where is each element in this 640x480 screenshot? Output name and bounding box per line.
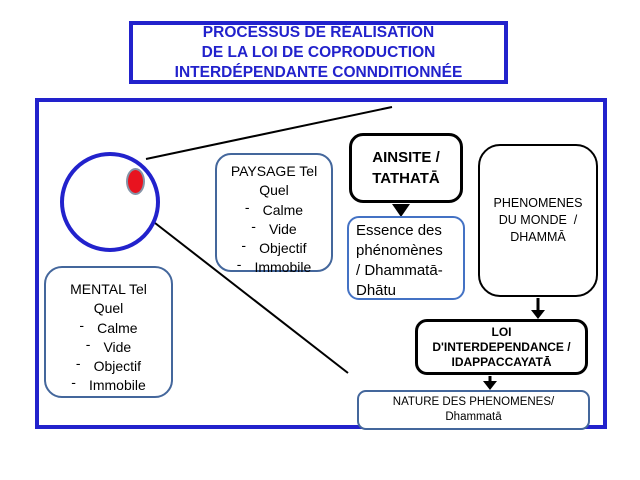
nature-box (357, 390, 590, 430)
paysage-list (217, 201, 331, 277)
phenomenes-line-1: PHENOMENES (493, 196, 583, 210)
list-dash: - (71, 374, 76, 390)
list-item (46, 338, 171, 357)
mental-heading-2: Quel (93, 300, 124, 316)
phenomenes-line-3: DHAMMĀ (510, 230, 566, 244)
loi-line-3: IDAPPACCAYATĀ (451, 354, 552, 369)
list-dash: - (241, 237, 247, 253)
list-item (217, 258, 331, 277)
red-dot-icon (126, 168, 145, 195)
list-dash: - (75, 355, 81, 371)
essence-line-4: Dhātu (356, 282, 397, 299)
list-item (46, 357, 171, 376)
list-item (217, 239, 331, 258)
paysage-box (215, 153, 333, 275)
list-item-label: Objectif (93, 358, 142, 374)
list-item (46, 319, 171, 338)
ainsite-line-2: TATHATĀ (372, 170, 440, 187)
list-item-label: Vide (103, 339, 132, 355)
list-item-label: Calme (262, 202, 304, 218)
list-item-label: Objectif (259, 240, 307, 256)
title-line-2: DE LA LOI DE COPRODUCTION (201, 43, 436, 61)
arrow-phenomenes-to-loi-head-icon (531, 310, 545, 319)
mental-heading-1: MENTAL Tel (70, 281, 147, 297)
nature-line-1: NATURE DES PHENOMENES/ (392, 396, 555, 408)
ainsite-line-1: AINSITE / (372, 149, 440, 166)
arrow-loi-to-nature-head-icon (483, 381, 497, 390)
list-dash: - (85, 336, 91, 352)
nature-line-2: Dhammatā (445, 411, 502, 423)
title-line-3: INTERDÉPENDANTE CONNDITIONNÉE (174, 63, 463, 81)
list-item (46, 376, 171, 395)
list-item-label: Calme (97, 320, 138, 336)
phenomenes-box (478, 144, 598, 297)
title-line-1: PROCESSUS DE RÉALISATION (202, 23, 435, 41)
mental-list (46, 319, 171, 395)
phenomenes-line-2: DU MONDE / (498, 213, 578, 227)
essence-line-3: / Dhammatā- (356, 262, 443, 279)
list-dash: - (251, 218, 256, 234)
list-dash: - (244, 199, 250, 215)
list-dash: - (236, 256, 242, 272)
loi-line-2: D'INTERDEPENDANCE / (432, 339, 571, 354)
mind-circle (60, 152, 160, 252)
list-item-label: Immobile (88, 377, 146, 393)
paysage-heading-2: Quel (259, 182, 289, 198)
ainsite-box (349, 133, 463, 203)
essence-line-1: Essence des (356, 222, 442, 239)
loi-box (415, 319, 588, 375)
mental-box (44, 266, 173, 398)
list-item-label: Immobile (254, 259, 312, 275)
list-item (217, 220, 331, 239)
list-item-label: Vide (268, 221, 297, 237)
essence-box (347, 216, 465, 300)
paysage-heading-1: PAYSAGE Tel (230, 163, 318, 179)
list-item (217, 201, 331, 220)
list-dash: - (79, 317, 85, 333)
loi-line-1: LOI (491, 324, 512, 339)
essence-line-2: phénomènes (356, 242, 443, 259)
